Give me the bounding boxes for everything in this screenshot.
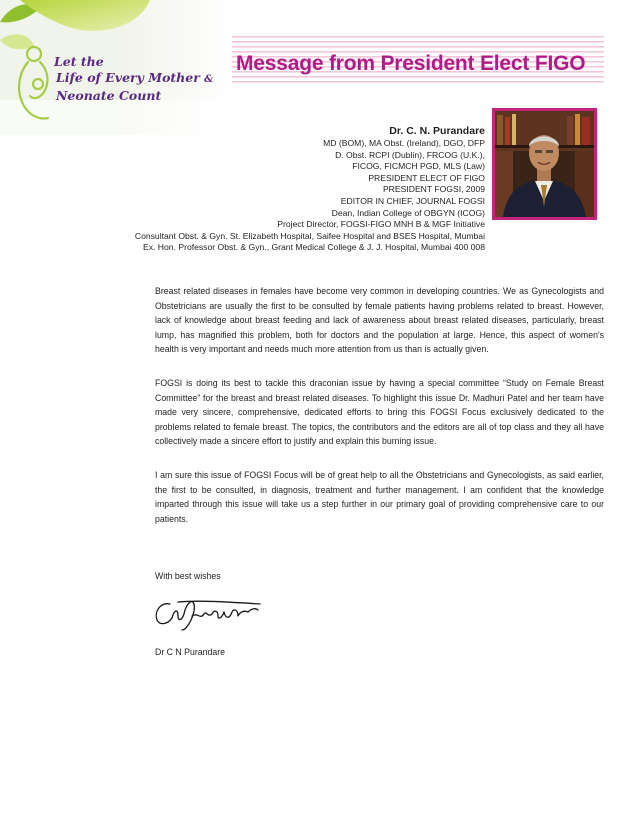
author-name: Dr. C. N. Purandare [389,125,485,137]
credential-line: PRESIDENT FOGSI, 2009 [382,184,485,195]
tagline-line-1: Let the [54,54,104,69]
credential-line: Consultant Obst. & Gyn. St. Elizabeth Hospital, Saifee Hospital and BSES Hospital, Mumbai [134,230,485,241]
signer-name: Dr C N Purandare [155,647,226,657]
credential-line: PRESIDENT ELECT OF FIGO [368,172,485,183]
credential-line: EDITOR IN CHIEF, JOURNAL FOGSI [340,195,485,206]
credential-line: FICOG, FICMCH PGD, MLS (Law) [352,161,485,172]
closing-salutation: With best wishes [155,571,221,581]
author-credentials [135,125,485,254]
tagline-line-2: Life of Every Mother [56,70,200,85]
body-paragraph: FOGSI is doing its best to tackle this draconian issue by having a special committee “Study on Female Breast Committee” for the breast and breast related diseases. To highlight this issue Dr. Madhuri Patel and her team have made very sincere, comprehensive, dedicated efforts to bring this FOGSI Focus exclusively dedicated to the problems related to female breast. The topics, the contributors and the editors are all of top class and they all have collectively made a sincere effort to justify and explain this burning issue. [155,377,604,447]
handwritten-signature [148,590,276,636]
portrait-image [495,111,594,217]
credential-line: Ex. Hon. Professor Obst. & Gyn., Grant Medical College & J. J. Hospital, Mumbai 400 008 [143,242,485,253]
credential-line: D. Obst. RCPI (Dublin), FRCOG (U.K.), [335,149,485,160]
credential-line: MD (BOM), MA Obst. (Ireland), DGO, DFP [323,138,485,148]
page-title: Message from President Elect FIGO [236,52,586,75]
body-paragraph: Breast related diseases in females have become very common in developing countries. We as Gynecologists and Obstetricians are usually the first to be consulted by female patients having problems related to breast. However, lack of knowledge about breast feeding and lack of awareness about breast related diseases, particularly, breast lump, has magnified this problem, both for doctors and the population at large. Hence, this aspect of women's health is very important and needs much more attention from us than is actually given. [155,286,604,355]
tagline-line-3: Neonate Count [56,88,162,103]
body-paragraph: I am sure this issue of FOGSI Focus will be of great help to all the Obstetricians and Gynecologists, as said earlier, the first to be consulted, in diagnosis, treatment and further management. I am confident that the knowledge imparted through this issue will take us a step further in our primary goal of providing comprehensive care to our patients. [155,469,604,524]
credential-line: Project Director, FOGSI-FIGO MNH B & MGF Initiative [277,219,485,230]
message-body [155,284,604,545]
tagline-ampersand: & [204,74,214,85]
campaign-tagline [54,54,213,104]
author-portrait [492,108,597,220]
credential-line: Dean, Indian College of OBGYN (ICOG) [331,207,485,218]
